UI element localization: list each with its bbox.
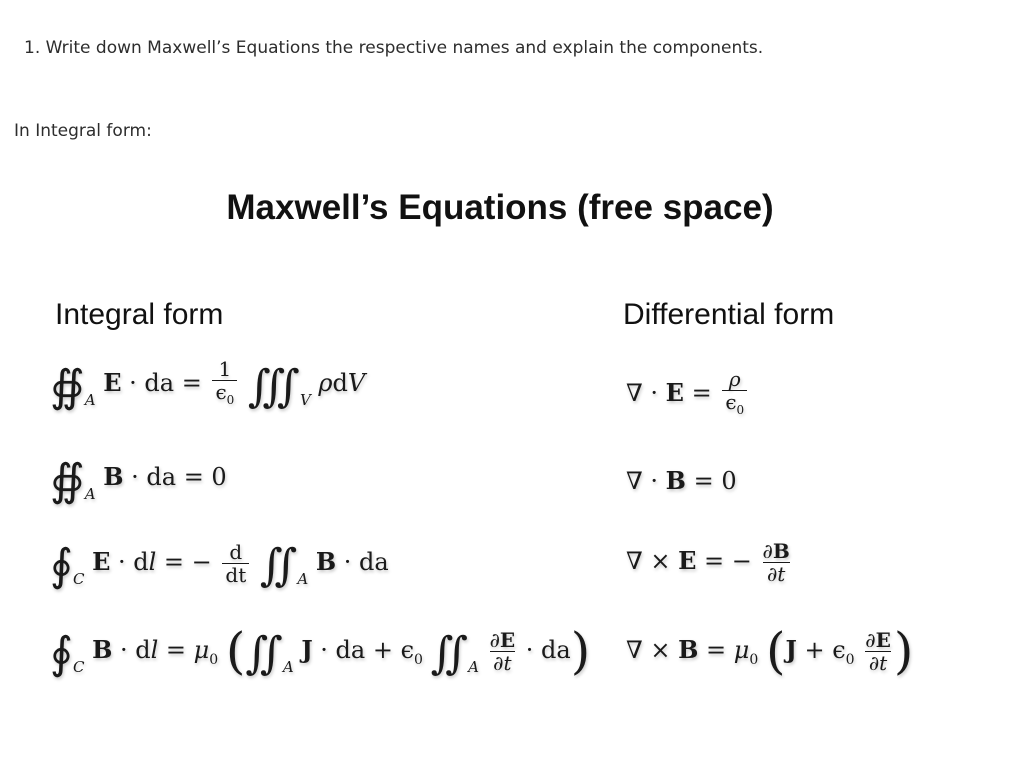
differential-ampere-maxwell-equation: ∇ × $B = \mu_0$ ($J + \epsilon_0$ $\frac{\partial E}{\partial t}$ ) [626, 622, 914, 680]
figure-title: Maxwell’s Equations (free space) [226, 188, 774, 227]
differential-faraday-law-equation: ∇ × E = − $\frac{\partial B}{\partial t}$ [626, 539, 790, 586]
maxwell-equations-figure [0, 170, 1024, 730]
integral-faraday-law-equation: $∮_C$ E · dl = − $\frac{d}{dt}$ $∬_A$ B · da [50, 540, 389, 591]
differential-form-heading: Differential form [623, 298, 835, 331]
integral-ampere-maxwell-equation: $∮_C$ B · dl = $\mu_0$ ($∬_A$ J · da + $\epsilon_0$ $∬_A$ $\frac{\partial E}{\partial t}$ · da) [50, 622, 591, 680]
question-text: 1. Write down Maxwell’s Equations the respective names and explain the components. [24, 38, 764, 58]
integral-gauss-law-equation: $∯_A$ E · da = $\frac{1}{\epsilon_0}$ $∭_V$ ρdV [50, 357, 366, 412]
differential-gauss-magnetism-equation: ∇ · B = 0 [626, 466, 737, 495]
section-label: In Integral form: [14, 121, 152, 141]
integral-form-heading: Integral form [55, 298, 224, 331]
integral-gauss-magnetism-equation: $∯_A$ B · da = 0 [50, 455, 227, 506]
differential-gauss-law-equation: ∇ · E = $\frac{\rho}{\epsilon_0}$ [626, 368, 750, 421]
